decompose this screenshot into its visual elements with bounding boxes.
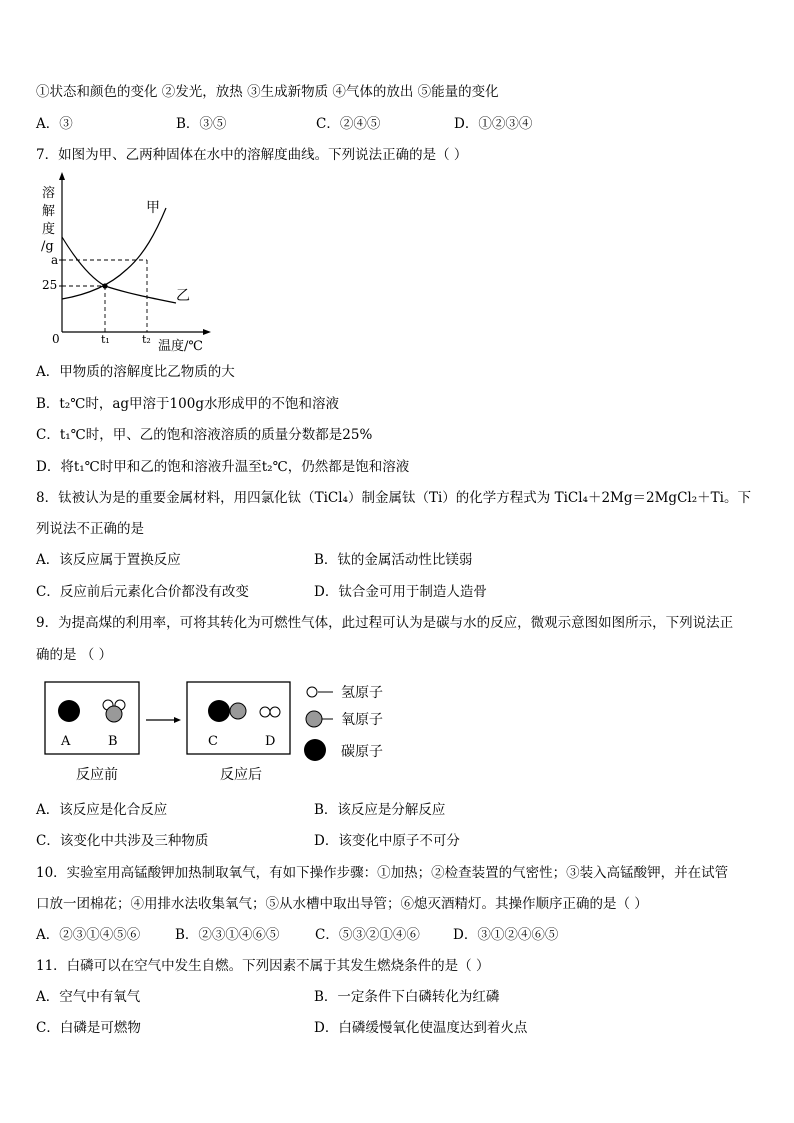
q10-stem-line1: 10．实验室用高锰酸钾加热制取氧气，有如下操作步骤：①加热；②检查装置的气密性；③装入高锰酸钾，并在试管 [36,865,729,881]
q9-stem-line2: 确的是 （ ） [36,647,113,663]
q11-option-a[interactable]: A．空气中有氧气 [36,989,141,1005]
q6-option-c[interactable]: C．②④⑤ [316,116,381,132]
q6-option-d[interactable]: D．①②③④ [454,116,533,132]
q8-option-a[interactable]: A．该反应属于置换反应 [36,552,181,568]
q9-stem-line1: 9．为提高煤的利用率，可将其转化为可燃性气体，此过程可认为是碳与水的反应，微观示意图如图所示，下列说法正 [36,615,734,631]
carbon-atom-a [58,700,80,722]
q8-option-d[interactable]: D．钛合金可用于制造人造骨 [314,584,487,600]
solubility-curve-graph [36,170,226,355]
label-b: B [108,734,118,749]
tick-label-t2: t₂ [142,333,151,346]
oxygen-atom-b [106,706,122,722]
q11-stem: 11．白磷可以在空气中发生自燃。下列因素不属于其发生燃烧条件的是（ ） [36,958,490,974]
hydrogen-atom-d1 [260,707,270,717]
q10-stem-line2: 口放一团棉花；④用排水法收集氧气；⑤从水槽中取出导管；⑥熄灭酒精灯。其操作顺序正确的是（ ） [36,896,648,912]
q6-option-a[interactable]: A．③ [36,116,73,132]
caption-after: 反应后 [220,767,262,783]
legend-hydrogen-label: 氢原子 [341,685,383,701]
curve-label-jia: 甲 [146,200,160,216]
q10-option-a[interactable]: A．②③①④⑤⑥ [36,927,141,943]
legend-hydrogen-icon [307,687,317,697]
q11-option-d[interactable]: D．白磷缓慢氧化使温度达到着火点 [314,1020,528,1036]
q7-stem: 7．如图为甲、乙两种固体在水中的溶解度曲线。下列说法正确的是（ ） [36,147,468,163]
q9-option-b[interactable]: B．该反应是分解反应 [314,802,446,818]
q9-option-a[interactable]: A．该反应是化合反应 [36,802,168,818]
q6-option-b[interactable]: B．③⑤ [176,116,227,132]
y-axis-arrow [59,172,65,180]
caption-before: 反应前 [76,767,118,783]
q6-statement-list: ①状态和颜色的变化 ②发光，放热 ③生成新物质 ④气体的放出 ⑤能量的变化 [36,84,499,100]
q8-option-b[interactable]: B．钛的金属活动性比镁弱 [314,552,473,568]
oxygen-atom-c [230,703,246,719]
label-a: A [61,734,71,749]
legend-carbon-icon [304,739,326,761]
curve-jia [62,208,166,299]
q8-option-c[interactable]: C．反应前后元素化合价都没有改变 [36,584,249,600]
q7-option-a[interactable]: A．甲物质的溶解度比乙物质的大 [36,364,235,380]
curve-label-yi: 乙 [176,288,190,304]
q11-option-b[interactable]: B．一定条件下白磷转化为红磷 [314,989,500,1005]
intersection-point [102,283,107,288]
label-c: C [208,734,218,749]
legend-oxygen-icon [306,711,322,727]
q7-option-c[interactable]: C．t₁℃时，甲、乙的饱和溶液溶质的质量分数都是25% [36,427,373,443]
tick-label-t1: t₁ [101,333,110,346]
q8-stem-line2: 列说法不正确的是 [36,521,144,537]
y-label-char-2: 解 [42,204,56,219]
q10-option-c[interactable]: C．⑤③②①④⑥ [315,927,420,943]
q11-option-c[interactable]: C．白磷是可燃物 [36,1020,141,1036]
tick-label-a: a [51,253,59,267]
legend-carbon-label: 碳原子 [341,744,383,760]
tick-label-25: 25 [42,278,58,292]
hydrogen-atom-d2 [270,707,280,717]
q7-option-d[interactable]: D．将t₁℃时甲和乙的饱和溶液升温至t₂℃，仍然都是饱和溶液 [36,459,410,475]
y-label-char-3: 度 [42,222,56,237]
carbon-atom-c [208,700,230,722]
tick-label-0: 0 [52,332,60,346]
q9-option-c[interactable]: C．该变化中共涉及三种物质 [36,833,209,849]
q10-option-d[interactable]: D．③①②④⑥⑤ [453,927,559,943]
curve-yi [62,237,176,303]
label-d: D [265,734,276,749]
q7-option-b[interactable]: B．t₂℃时，ag甲溶于100g水形成甲的不饱和溶液 [36,396,339,412]
reaction-micro-diagram [40,675,400,787]
q9-option-d[interactable]: D．该变化中原子不可分 [314,833,460,849]
y-label-char-4: /g [41,239,54,254]
q10-option-b[interactable]: B．②③①④⑥⑤ [175,927,280,943]
q8-stem-line1: 8．钛被认为是的重要金属材料，用四氯化钛（TiCl₄）制金属钛（Ti）的化学方程式为 TiCl₄＋2Mg＝2MgCl₂＋Ti。下 [36,490,751,506]
x-axis-label: 温度/℃ [158,339,203,354]
x-axis-arrow [203,329,211,335]
before-box [45,682,139,754]
y-label-char-1: 溶 [42,186,56,201]
legend-oxygen-label: 氧原子 [341,712,383,728]
